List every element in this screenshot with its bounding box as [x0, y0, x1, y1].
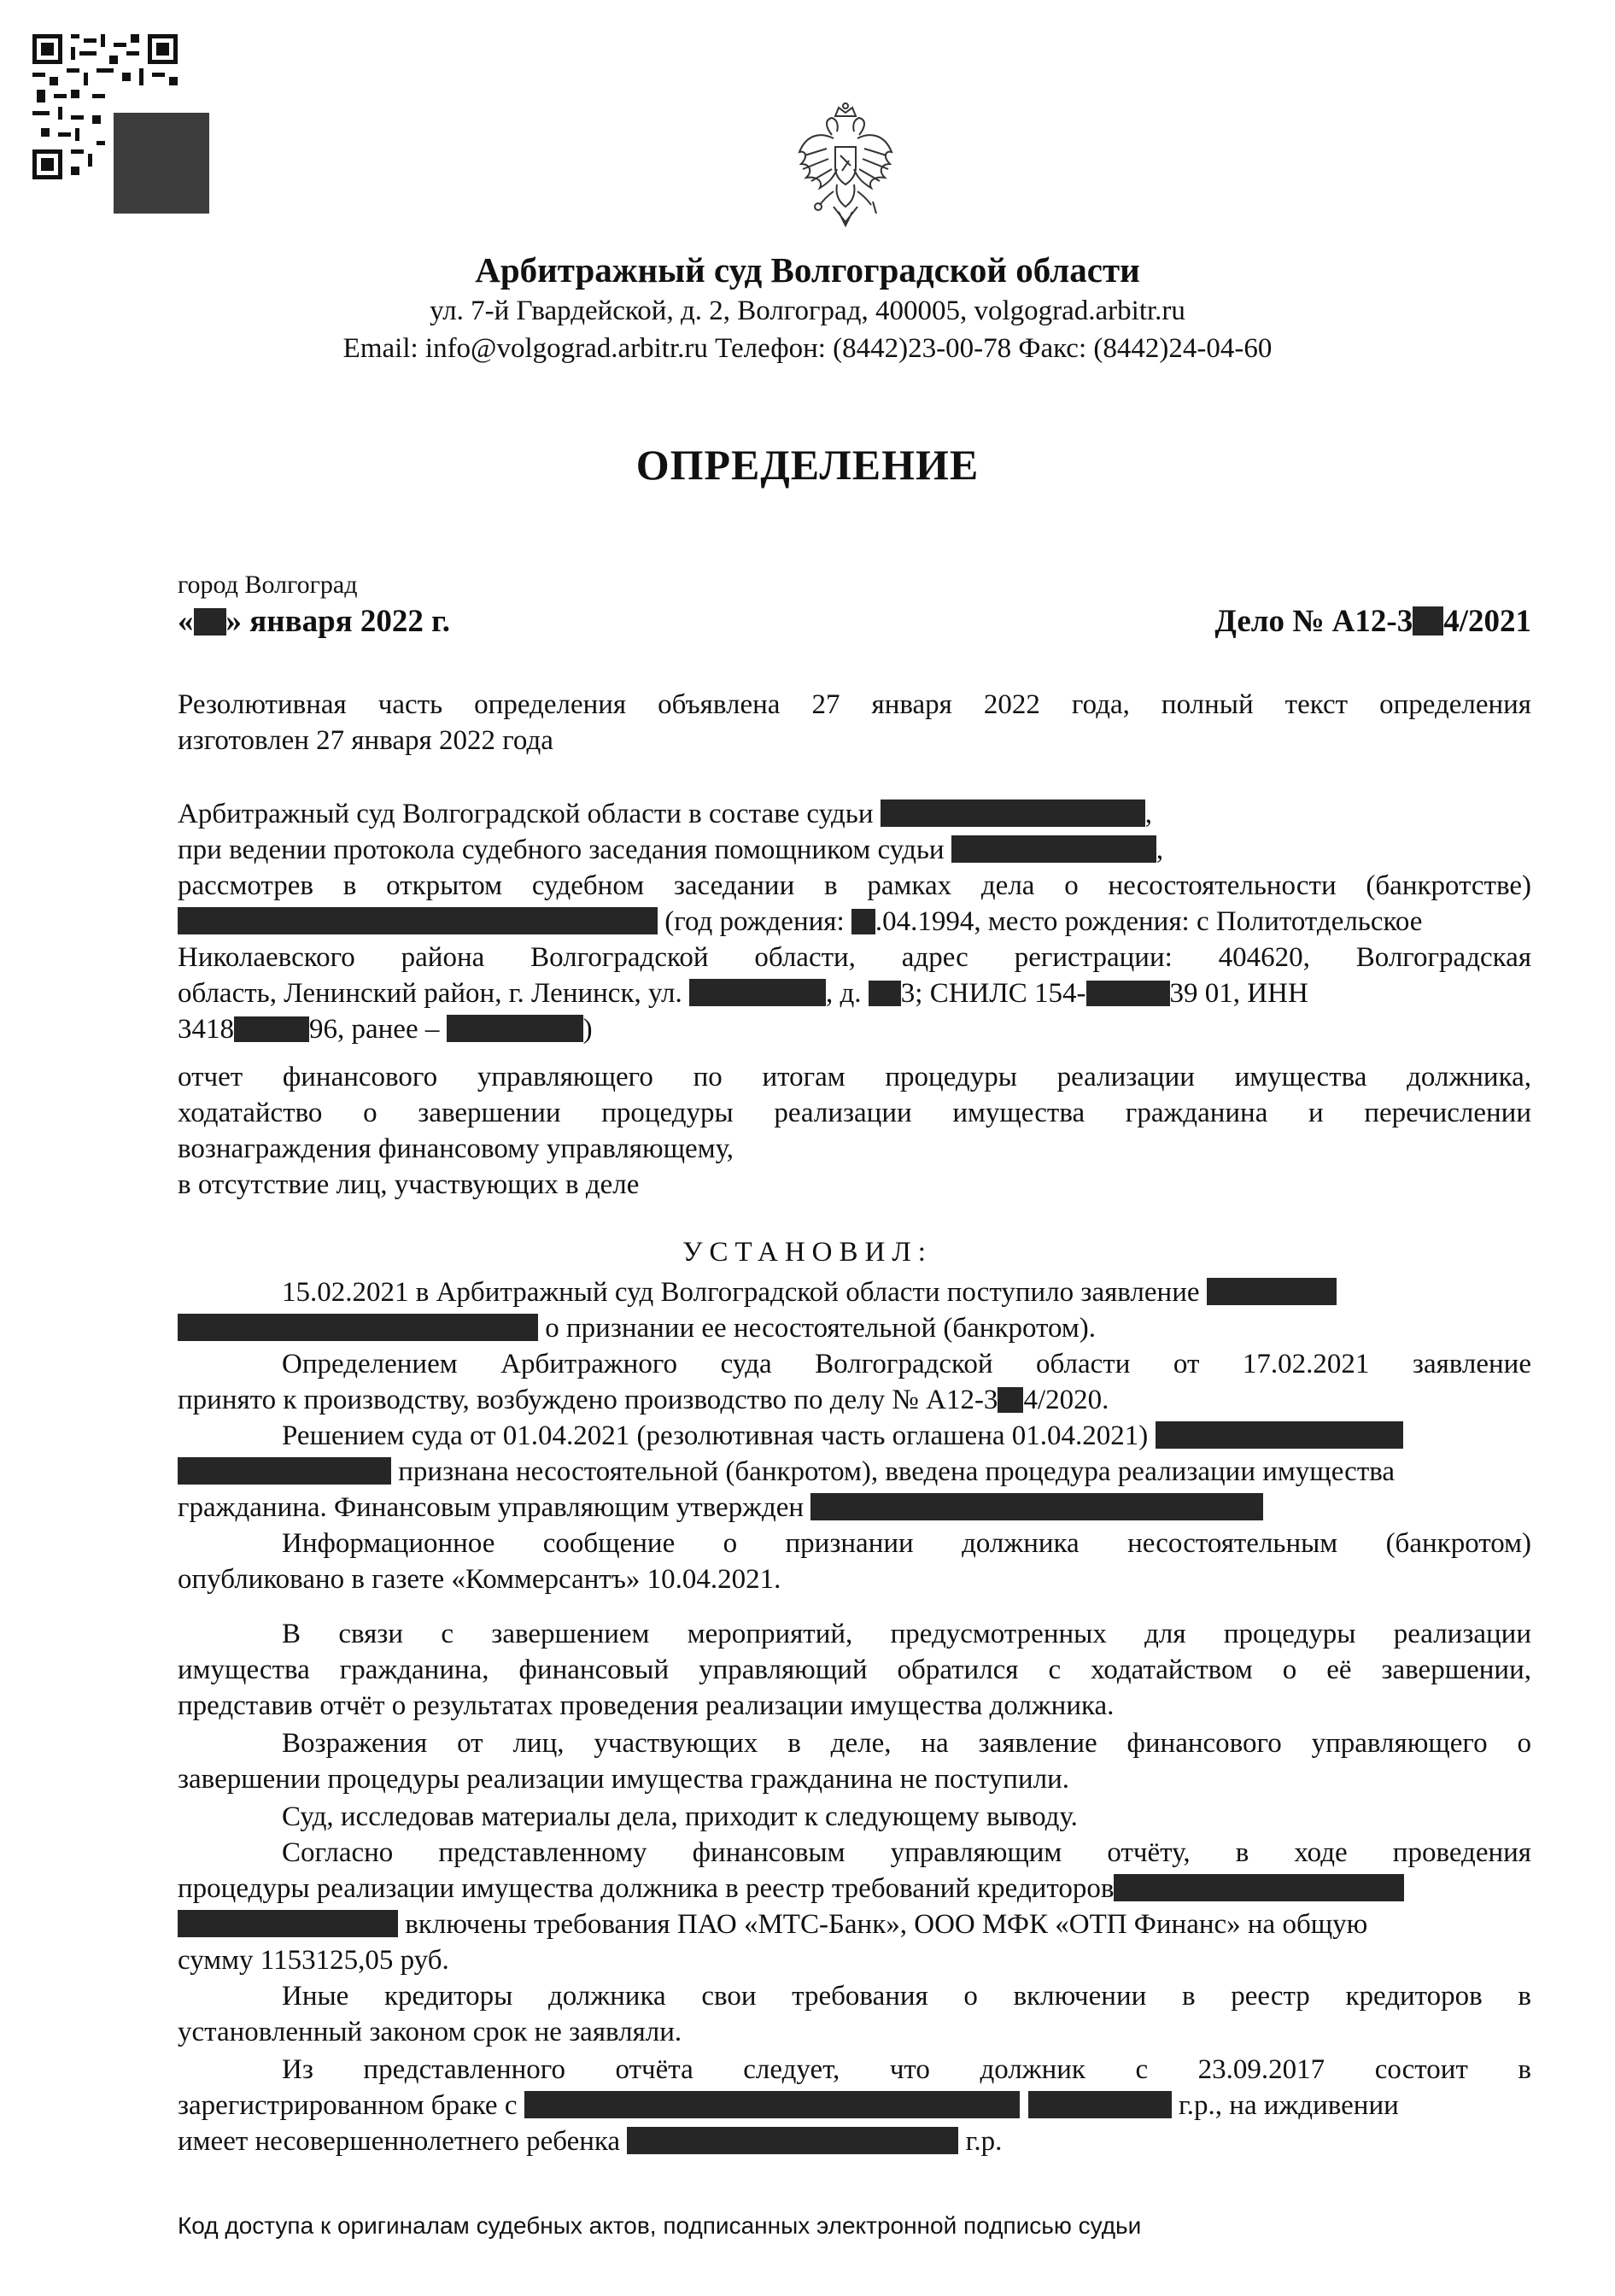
- text: зарегистрированном браке с: [178, 2090, 524, 2121]
- body-line: Возражения от лиц, участвующих в деле, на заявление финансового управляющего о: [282, 1728, 1531, 1759]
- text: включены требования ПАО «МТС-Банк», ООО МФК «ОТП Финанс» на общую: [398, 1909, 1368, 1940]
- composition-line: Николаевского района Волгоградской области, адрес регистрации: 404620, Волгоградская: [178, 942, 1531, 973]
- redaction-block: [194, 608, 226, 636]
- composition-line: рассмотрев в открытом судебном заседании в рамках дела о несостоятельности (банкротстве): [178, 870, 1531, 901]
- text: имеет несовершеннолетнего ребенка: [178, 2126, 628, 2157]
- redaction-block: [1086, 981, 1170, 1006]
- text: процедуры реализации имущества должника в реестр требований кредиторов: [178, 1873, 1115, 1904]
- redaction-block: [951, 835, 1156, 863]
- text: г.р., на иждивении: [1171, 2090, 1399, 2121]
- body-line: Согласно представленному финансовым управляющим отчёту, в ходе проведения: [282, 1837, 1531, 1868]
- body-line: [178, 2088, 1531, 2123]
- redaction-block: [1207, 1278, 1337, 1305]
- redaction-block: [114, 113, 209, 214]
- body-line: В связи с завершением мероприятий, предусмотренных для процедуры реализации: [282, 1619, 1531, 1649]
- body-line: опубликовано в газете «Коммерсантъ» 10.04.2021.: [178, 1564, 781, 1595]
- access-code-footer: Код доступа к оригиналам судебных актов, подписанных электронной подписью судьи: [178, 2212, 1142, 2239]
- redaction-block: [851, 909, 875, 934]
- body-line: представив отчёт о результатах проведения реализации имущества должника.: [178, 1690, 1115, 1721]
- redaction-block: [1028, 2091, 1172, 2118]
- body-line: Определением Арбитражного суда Волгоградской области от 17.02.2021 заявление: [282, 1349, 1531, 1379]
- date-open-quote: «: [178, 604, 194, 639]
- body-line: [178, 1906, 1531, 1942]
- text: при ведении протокола судебного заседания помощником судьи: [178, 835, 951, 865]
- intro-line: изготовлен 27 января 2022 года: [178, 725, 553, 756]
- redaction-block: [689, 979, 826, 1006]
- text: гражданина. Финансовым управляющим утвержден: [178, 1492, 811, 1523]
- case-number: [1214, 603, 1531, 640]
- body-line: Из представленного отчёта следует, что должник с 23.09.2017 состоит в: [282, 2054, 1531, 2085]
- text: 15.02.2021 в Арбитражный суд Волгоградской области поступило заявление: [282, 1277, 1207, 1308]
- body-line: [178, 2123, 1531, 2159]
- composition-line: [178, 975, 1531, 1011]
- intro-line: Резолютивная часть определения объявлена 27 января 2022 года, полный текст определения: [178, 689, 1531, 720]
- composition-line: вознаграждения финансовому управляющему,: [178, 1133, 734, 1164]
- redaction-block: [178, 907, 658, 934]
- qr-code-icon: [32, 34, 178, 179]
- text: ): [582, 1014, 593, 1045]
- body-line: завершении процедуры реализации имущества гражданина не поступили.: [178, 1764, 1069, 1795]
- redaction-block: [810, 1493, 1263, 1520]
- case-suffix: 4/2021: [1443, 604, 1531, 639]
- text: (год рождения:: [658, 906, 851, 937]
- redaction-block: [869, 981, 901, 1006]
- body-line: [178, 1871, 1531, 1906]
- text: ,: [1144, 799, 1153, 829]
- body-line: имущества гражданина, финансовый управляющий обратился с ходатайством о её завершении,: [178, 1655, 1531, 1685]
- redaction-block: [1156, 1421, 1403, 1449]
- text: 4/2020.: [1023, 1385, 1109, 1415]
- redaction-block: [447, 1015, 583, 1042]
- redaction-block: [1413, 606, 1443, 636]
- text: 3418: [178, 1014, 234, 1045]
- court-contacts: Email: info@volgograd.arbitr.ru Телефон: (8442)23-00-78 Факс: (8442)24-04-60: [342, 333, 1273, 364]
- body-line: Иные кредиторы должника свои требования о включении в реестр кредиторов в: [282, 1981, 1531, 2012]
- coat-of-arms-icon: [794, 101, 897, 229]
- text: принято к производству, возбуждено производство по делу № А12-3: [178, 1385, 998, 1415]
- redaction-block: [178, 1314, 538, 1341]
- composition-line: [178, 1011, 1531, 1047]
- composition-line: [178, 904, 1531, 940]
- redaction-block: [178, 1457, 391, 1485]
- text: признана несостоятельной (банкротом), введена процедура реализации имущества: [391, 1456, 1396, 1487]
- text: ,: [1156, 835, 1164, 865]
- text: 39 01, ИНН: [1169, 978, 1308, 1009]
- text: Решением суда от 01.04.2021 (резолютивная часть оглашена 01.04.2021): [282, 1420, 1156, 1451]
- composition-line: [178, 832, 1531, 868]
- text: , д.: [826, 978, 869, 1009]
- body-line: [178, 1382, 1531, 1418]
- case-prefix: Дело № А12-3: [1214, 604, 1413, 639]
- text: 96, ранее –: [309, 1014, 447, 1045]
- body-line: [178, 1310, 1531, 1346]
- document-title: ОПРЕДЕЛЕНИЕ: [635, 441, 980, 489]
- composition-line: в отсутствие лиц, участвующих в деле: [178, 1169, 640, 1200]
- composition-line: [178, 796, 1531, 832]
- redaction-block: [1114, 1874, 1404, 1901]
- date-rest: » января 2022 г.: [225, 604, 451, 639]
- composition-line: отчет финансового управляющего по итогам процедуры реализации имущества должника,: [178, 1062, 1531, 1092]
- court-name: Арбитражный суд Волгоградской области: [475, 250, 1140, 290]
- body-line: [282, 1418, 1531, 1454]
- redaction-block: [627, 2127, 958, 2154]
- text: Арбитражный суд Волгоградской области в составе судьи: [178, 799, 881, 829]
- text: г.р.: [958, 2126, 1003, 2157]
- city: город Волгоград: [178, 571, 358, 599]
- body-line: установленный законом срок не заявляли.: [178, 2017, 682, 2047]
- body-line: [282, 1274, 1531, 1310]
- body-line: сумму 1153125,05 руб.: [178, 1945, 449, 1976]
- body-line: Суд, исследовав материалы дела, приходит к следующему выводу.: [282, 1801, 1078, 1832]
- body-line: [178, 1490, 1531, 1526]
- redaction-block: [234, 1016, 309, 1042]
- text: 3; СНИЛС 154-: [900, 978, 1086, 1009]
- composition-line: ходатайство о завершении процедуры реализации имущества гражданина и перечислении: [178, 1098, 1531, 1128]
- redaction-block: [178, 1910, 398, 1937]
- redaction-block: [998, 1387, 1023, 1413]
- text: .04.1994, место рождения: с Политотдельское: [875, 906, 1423, 937]
- court-address: ул. 7-й Гвардейской, д. 2, Волгоград, 400005, volgograd.arbitr.ru: [430, 296, 1185, 326]
- redaction-block: [881, 800, 1145, 827]
- body-line: [178, 1454, 1531, 1490]
- decision-date: [178, 603, 450, 640]
- text: о признании ее несостоятельной (банкротом).: [538, 1313, 1097, 1344]
- text: область, Ленинский район, г. Ленинск, ул.: [178, 978, 689, 1009]
- established-heading: УСТАНОВИЛ:: [682, 1237, 933, 1268]
- redaction-block: [524, 2091, 1020, 2118]
- body-line: Информационное сообщение о признании должника несостоятельным (банкротом): [282, 1528, 1531, 1559]
